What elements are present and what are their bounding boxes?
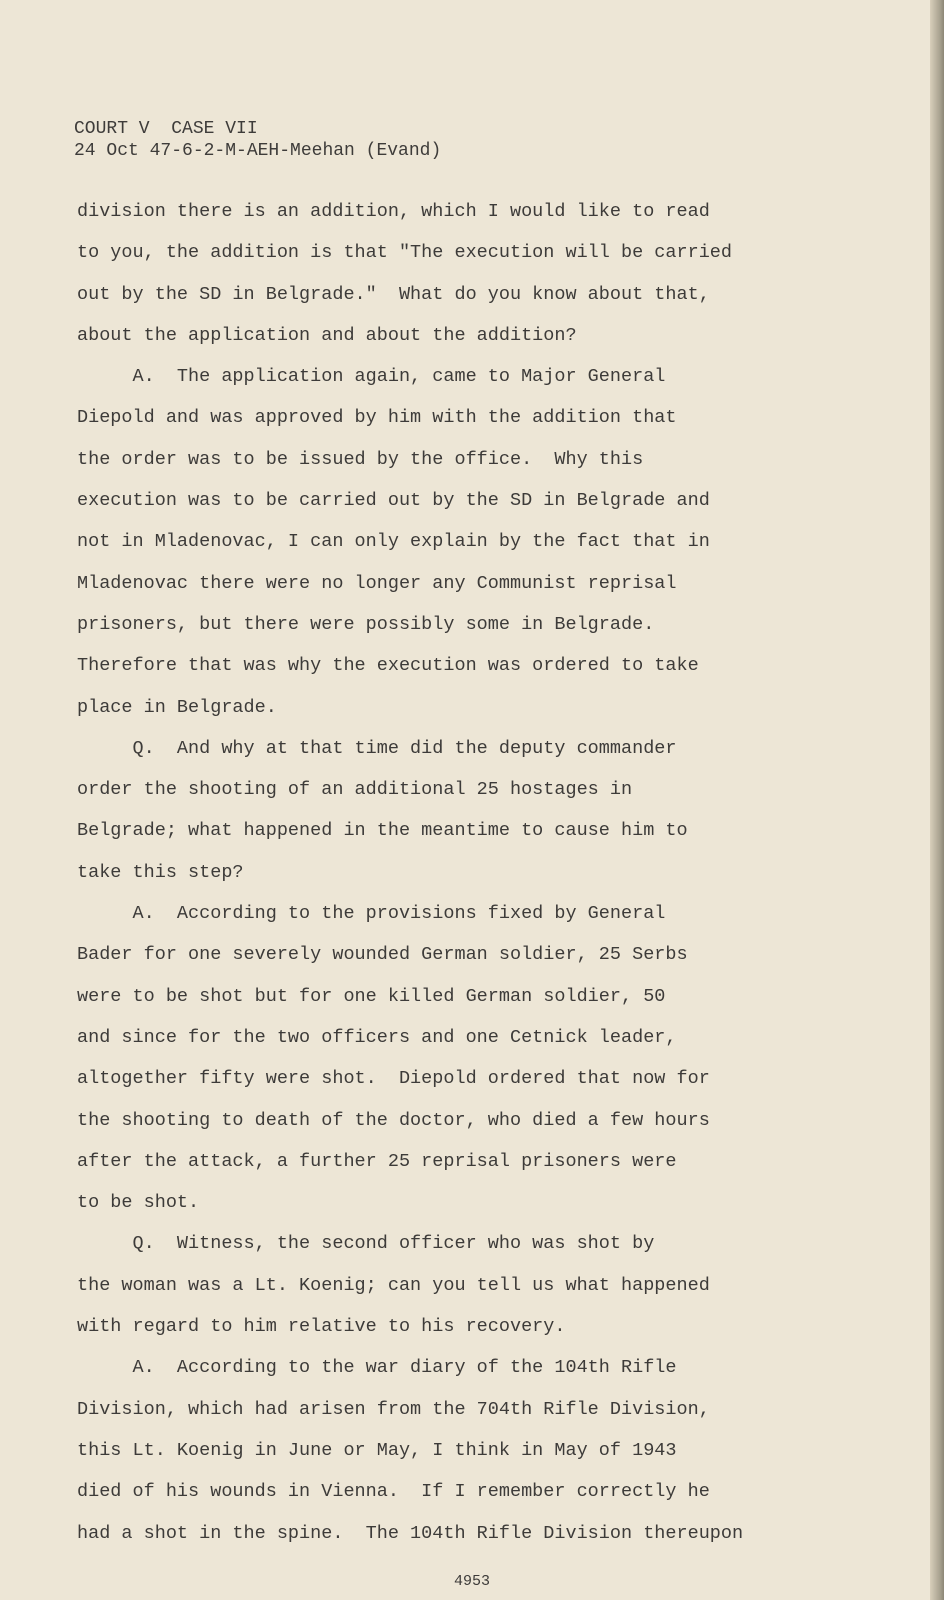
transcript-line: Bader for one severely wounded German soldier, 25 Serbs bbox=[77, 944, 688, 966]
transcript-line: were to be shot but for one killed German soldier, 50 bbox=[77, 985, 666, 1007]
transcript-line: Belgrade; what happened in the meantime to cause him to bbox=[77, 820, 688, 842]
transcript-line: altogether fifty were shot. Diepold ordered that now for bbox=[77, 1068, 710, 1090]
transcript-line: Diepold and was approved by him with the addition that bbox=[77, 407, 677, 429]
transcript-line: Mladenovac there were no longer any Communist reprisal bbox=[77, 572, 677, 594]
transcript-line: A. The application again, came to Major General bbox=[77, 366, 666, 388]
transcript-line: this Lt. Koenig in June or May, I think in May of 1943 bbox=[77, 1439, 677, 1461]
transcript-line: A. According to the war diary of the 104th Rifle bbox=[77, 1357, 677, 1379]
transcript-line: about the application and about the addition? bbox=[77, 324, 577, 346]
transcript-line: order the shooting of an additional 25 hostages in bbox=[77, 779, 633, 801]
transcript-line: to be shot. bbox=[77, 1192, 200, 1214]
header-date-line: 24 Oct 47-6-2-M-AEH-Meehan (Evand) bbox=[74, 141, 442, 161]
transcript-line: to you, the addition is that "The execution will be carried bbox=[77, 242, 733, 264]
transcript-line: division there is an addition, which I would like to read bbox=[77, 201, 710, 222]
page-number: 4953 bbox=[453, 1573, 490, 1590]
transcript-line: out by the SD in Belgrade." What do you know about that, bbox=[77, 283, 710, 305]
page-edge bbox=[930, 0, 944, 1600]
transcript-line: after the attack, a further 25 reprisal prisoners were bbox=[77, 1150, 677, 1172]
header-case-line: COURT V CASE VII bbox=[74, 119, 258, 139]
transcript-line: the order was to be issued by the office. Why this bbox=[77, 448, 644, 470]
transcript-body bbox=[77, 191, 837, 1554]
transcript-line: take this step? bbox=[77, 861, 244, 883]
transcript-line: place in Belgrade. bbox=[77, 696, 277, 718]
transcript-line: Division, which had arisen from the 704th Rifle Division, bbox=[77, 1398, 710, 1420]
transcript-line: not in Mladenovac, I can only explain by the fact that in bbox=[77, 531, 710, 553]
transcript-line: with regard to him relative to his recovery. bbox=[77, 1316, 566, 1338]
transcript-line: had a shot in the spine. The 104th Rifle Division thereupon bbox=[77, 1522, 744, 1544]
transcript-line: the shooting to death of the doctor, who died a few hours bbox=[77, 1109, 710, 1131]
transcript-line: died of his wounds in Vienna. If I remember correctly he bbox=[77, 1481, 710, 1503]
transcript-line: Q. And why at that time did the deputy commander bbox=[77, 737, 677, 759]
document-header bbox=[74, 118, 441, 162]
transcript-line: execution was to be carried out by the SD in Belgrade and bbox=[77, 490, 710, 512]
transcript-line: and since for the two officers and one Cetnick leader, bbox=[77, 1026, 677, 1048]
transcript-line: prisoners, but there were possibly some in Belgrade. bbox=[77, 613, 655, 635]
transcript-line: the woman was a Lt. Koenig; can you tell us what happened bbox=[77, 1274, 710, 1296]
transcript-line: A. According to the provisions fixed by General bbox=[77, 903, 666, 925]
transcript-line: Therefore that was why the execution was ordered to take bbox=[77, 655, 699, 677]
transcript-line: Q. Witness, the second officer who was shot by bbox=[77, 1233, 655, 1255]
